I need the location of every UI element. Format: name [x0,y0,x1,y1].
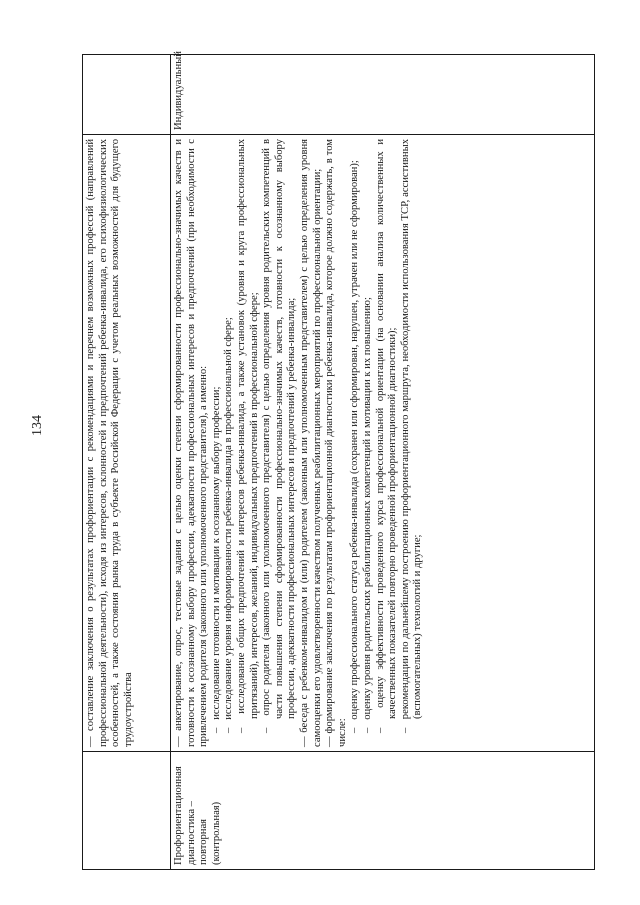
row2-form-cell [171,51,595,135]
row1-content-text: — составление заключения о результатах профориентации с рекомендациями и перечнем возможных профессий (направлений профессиональной деятельности), исходя из интересов, склонностей и предпочтений ребенка-инвалида, его психофизиологических особенностей, а также состояния рынка труда в субъекте Российской Федерации с учетом реальных возможностей для будущего трудоустройства [85,139,134,747]
table-row [83,55,171,870]
page-number: 134 [30,415,45,436]
rotated-table-container [82,51,594,870]
list-item: – оценку уровня родительских реабилитационных компетенций и мотивации к их повышению; [361,297,373,733]
list-item: – исследование готовности и мотивации к осознанному выбору профессии; [210,386,222,733]
table-row [171,55,595,870]
form-label: Индивидуальный [173,51,184,130]
list-item: – оценку профессионального статуса ребенка-инвалида (сохранен или сформирован, нарушен, утрачен или не сформирован); [349,160,361,733]
row1-content-cell [83,135,171,752]
list-item: – исследование уровня информированности ребенка-инвалида в профессиональной сфере; [223,317,235,733]
row1-form-cell [83,55,171,135]
content-intro: — анкетирование, опрос, тестовые задания с целью оценки степени сформированности профессионально-значимых качеств и готовности к осознанному выбору профессии, адекватности профессиональных интересов и предпочтений (при необходимости с привлечением родителя (законного или уполномоченного представителя), а именно: [173,139,210,747]
content-conversation: — беседа с ребенком-инвалидом и (или) родителем (законным или уполномоченным представителем) с целью определения уровня самооценки его удовлетворенности качеством полученных реабилитационных мероприятий по профессиональной ориентации; [298,139,323,747]
row2-stage-cell [171,752,595,870]
row2-content-cell [171,135,595,752]
list-item: – опрос родителя (законного или уполномоченного представителя) с целью определения уровня родительских компетенций в части повышения степени сформированности профессионально-значимых качеств, готовности к осознанному выбору профессии, адекватности профессиональных интересов и предпочтений у ребенка-инвалида; [261,139,298,733]
rehab-table [82,51,595,870]
content-conclusion: — формирование заключения по результатам профориентационной диагностики ребенка-инвалида, которое должно содержать, в том числе: [324,139,348,747]
list-item: – исследование общих предпочтений и интересов ребенка-инвалида, а также установок (уровня и круга профессиональных притязаний), интересов, желаний, индивидуальных предпочтений в профессиональной сфере; [235,139,260,733]
list-item: – оценку эффективности проведенного курса профессиональной ориентации (на основании анализа количественных и качественных показателей повторно проведенной профориентационной диагностики); [374,139,399,733]
list-item: – рекомендации по дальнейшему построению профориентационного маршрута, необходимости использования ТСР, ассистивных (вспомогательных) технологий и другие; [399,139,424,733]
stage-label: Профориентационная диагностика – повторная (контрольная) [173,766,222,865]
row1-stage-cell [83,752,171,870]
